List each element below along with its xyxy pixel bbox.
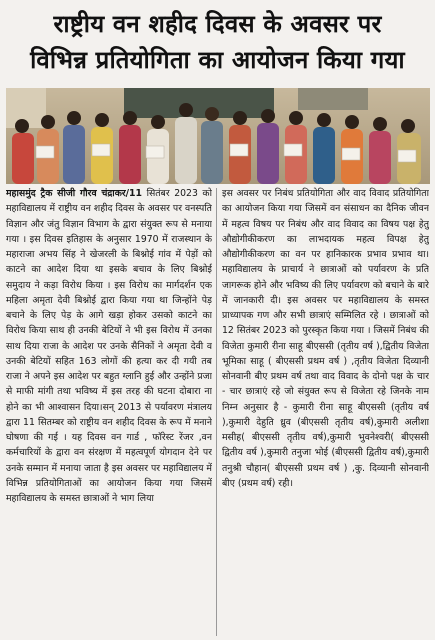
article-column-right bbox=[222, 186, 429, 638]
group-photo bbox=[6, 88, 430, 184]
headline-line-1: राष्ट्रीय वन शहीद दिवस के अवसर पर bbox=[53, 10, 382, 38]
dateline: महासमुंद ट्रैक सीजी गौरव चंद्राकर/11 bbox=[6, 188, 142, 199]
headline bbox=[0, 6, 435, 78]
headline-line-2: विभिन्न प्रतियोगिता का आयोजन किया गया bbox=[30, 46, 405, 74]
article-column-left bbox=[6, 186, 212, 638]
group-photo-illustration bbox=[6, 88, 430, 184]
column-divider bbox=[216, 188, 217, 636]
article-body-left: सितंबर 2023 को महाविद्यालय में राष्ट्रीय वन शहीद दिवस के अवसर पर वनस्पति विज्ञान और जंतु विज्ञान विभाग के द्वारा संयुक्त रूप से मनाया गया । इस दिवस इतिहास के अनुसार 1970 में राजस्थान के महाराजा अभय सिंह ने खेजरली के बिश्नोई गांव में पेड़ों को काटने का आदेश दिया था इसके बचाव के लिए बिश्नोई समुदाय ने कड़ा विरोध किया । इस विरोध का मार्गदर्शन एक महिला अमृता देवी बिश्नोई द्वारा किया गया था जिन्होंने पेड़ बचाने के लिए पेड़ के आगे खड़ा होकर उसको काटने का विरोध किया साथ ही उनकी बेटियों ने भी इस विरोध में उनका साथ दिया राजा के आदेश पर उनके सैनिकों ने अमृता देवी व उनकी बेटियों सहित 163 लोगों की हत्या कर दी गयी तब राजा ने अपने इस आदेश पर बहुत ग्लानि हुई और उन्होंने प्रजा से माफी मांगी तथा भविष्य में इस तरह की घटना दोबारा ना होने का भी आश्वासन दिया।सन् 2013 से पर्यावरण मंत्रालय द्वारा 11 सितम्बर को राष्ट्रीय वन शहीद दिवस के रूप में मनाने घोषणा की गई । यह दिवस वन गार्ड , फॉरेस्ट रेंजर ,वन कर्मचारियों के द्वारा वन संरक्षण में महत्वपूर्ण योगदान देने पर उनके सम्मान में मनाया जाता है इस अवसर पर महाविद्यालय में विभिन्न प्रतियोगिताओं का आयोजन किया गया जिसमें महाविद्यालय के समस्त छात्राओं ने भाग लिया bbox=[6, 188, 212, 504]
article-body-right: इस अवसर पर निबंध प्रतियोगिता और वाद विवाद प्रतियोगिता का आयोजन किया गया जिसमें वन संसाधन का दैनिक जीवन में महत्व विषय पर निबंध और वाद विवाद का विषय पक्ष हेतु औद्योगीकीकरण का लाभदायक महत्व विपक्ष हेतु औद्योगीकीकरण का वन पर हानिकारक प्रभाव प्रभाव था। महाविद्यालय के प्राचार्य ने छात्राओं को पर्यावरण के प्रति जागरूक होने और भविष्य की लिए पर्यावरण को बचाने के बारे में जानकारी दी। इस अवसर पर महाविद्यालय के समस्त प्राध्यापक गण और सभी छात्राएं सम्मिलित रहे । छात्राओं को 12 सितंबर 2023 को पुरस्कृत किया गया । जिसमें निबंध की विजेता कुमारी रीना साहू बीएससी (तृतीय वर्ष ),द्वितीय विजेता भूमिका साहू ( बीएससी प्रथम वर्ष ) ,तृतीय विजेता दिव्यानी सोनवानी बीए प्रथम वर्ष तथा वाद विवाद के दोनो पक्ष के चार - चार छात्राएं रहे जो संयुक्त रूप से विजेता रहे जिनके नाम निम्न अनुसार है - कुमारी रीना साहू बीएससी (तृतीय वर्ष ),कुमारी देहुति ध्रुव (बीएससी तृतीय वर्ष),कुमारी अलीशा मसीह( बीएससी तृतीय वर्ष),कुमारी भुवनेश्वरी( बीएससी द्वितीय वर्ष ),कुमारी तनुजा भोई (बीएससी द्वितीय वर्ष),कुमारी तनुश्री चौहान( बीएससी प्रथम वर्ष ) ,कु. दिव्यानी सोनवानी बीए (प्रथम वर्ष) रही। bbox=[222, 188, 429, 489]
